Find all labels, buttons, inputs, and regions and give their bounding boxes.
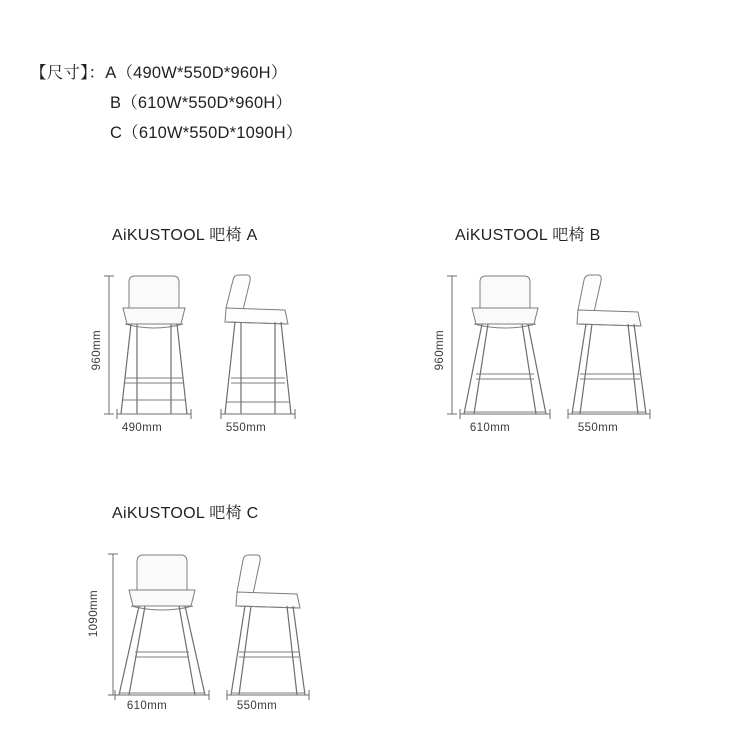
dimension-spec-block xyxy=(30,58,303,148)
chair-b-drawing xyxy=(428,262,673,442)
chair-c-height-dimension xyxy=(108,554,118,695)
chair-a-front-view xyxy=(121,276,187,414)
chair-c-side-view xyxy=(231,555,305,695)
chair-b-svg xyxy=(428,262,673,442)
chair-a-depth-dimension xyxy=(221,409,295,419)
chair-a-width-dimension xyxy=(117,409,191,419)
chair-b-depth-label: 550mm xyxy=(577,422,619,434)
chair-b-width-dimension xyxy=(460,409,550,419)
chair-b-width-label: 610mm xyxy=(469,422,511,434)
chair-a-depth-label: 550mm xyxy=(225,422,267,434)
chair-b-height-label: 960mm xyxy=(434,330,446,371)
chair-c-front-view xyxy=(119,555,205,695)
chair-c-depth-label: 550mm xyxy=(236,700,278,712)
product-title-b: AiKUSTOOL 吧椅 B xyxy=(455,227,601,244)
chair-a-side-view xyxy=(225,275,291,414)
chair-b-front-view xyxy=(464,276,546,414)
chair-a-width-label: 490mm xyxy=(121,422,163,434)
spec-line-b: B（610W*550D*960H） xyxy=(110,94,293,112)
chair-b-side-view xyxy=(572,275,646,414)
spec-line-c: C（610W*550D*1090H） xyxy=(110,124,303,142)
chair-c-height-label: 1090mm xyxy=(88,590,100,638)
chair-a-drawing xyxy=(85,262,325,442)
chair-a-height-label: 960mm xyxy=(91,330,103,371)
chair-a-svg xyxy=(85,262,325,442)
chair-b-height-dimension xyxy=(447,276,457,414)
product-title-c: AiKUSTOOL 吧椅 C xyxy=(112,505,259,522)
chair-a-height-dimension xyxy=(104,276,114,414)
spec-line-a: 【尺寸】：A（490W*550D*960H） xyxy=(30,64,288,82)
chair-c-width-label: 610mm xyxy=(126,700,168,712)
product-title-a: AiKUSTOOL 吧椅 A xyxy=(112,227,258,244)
